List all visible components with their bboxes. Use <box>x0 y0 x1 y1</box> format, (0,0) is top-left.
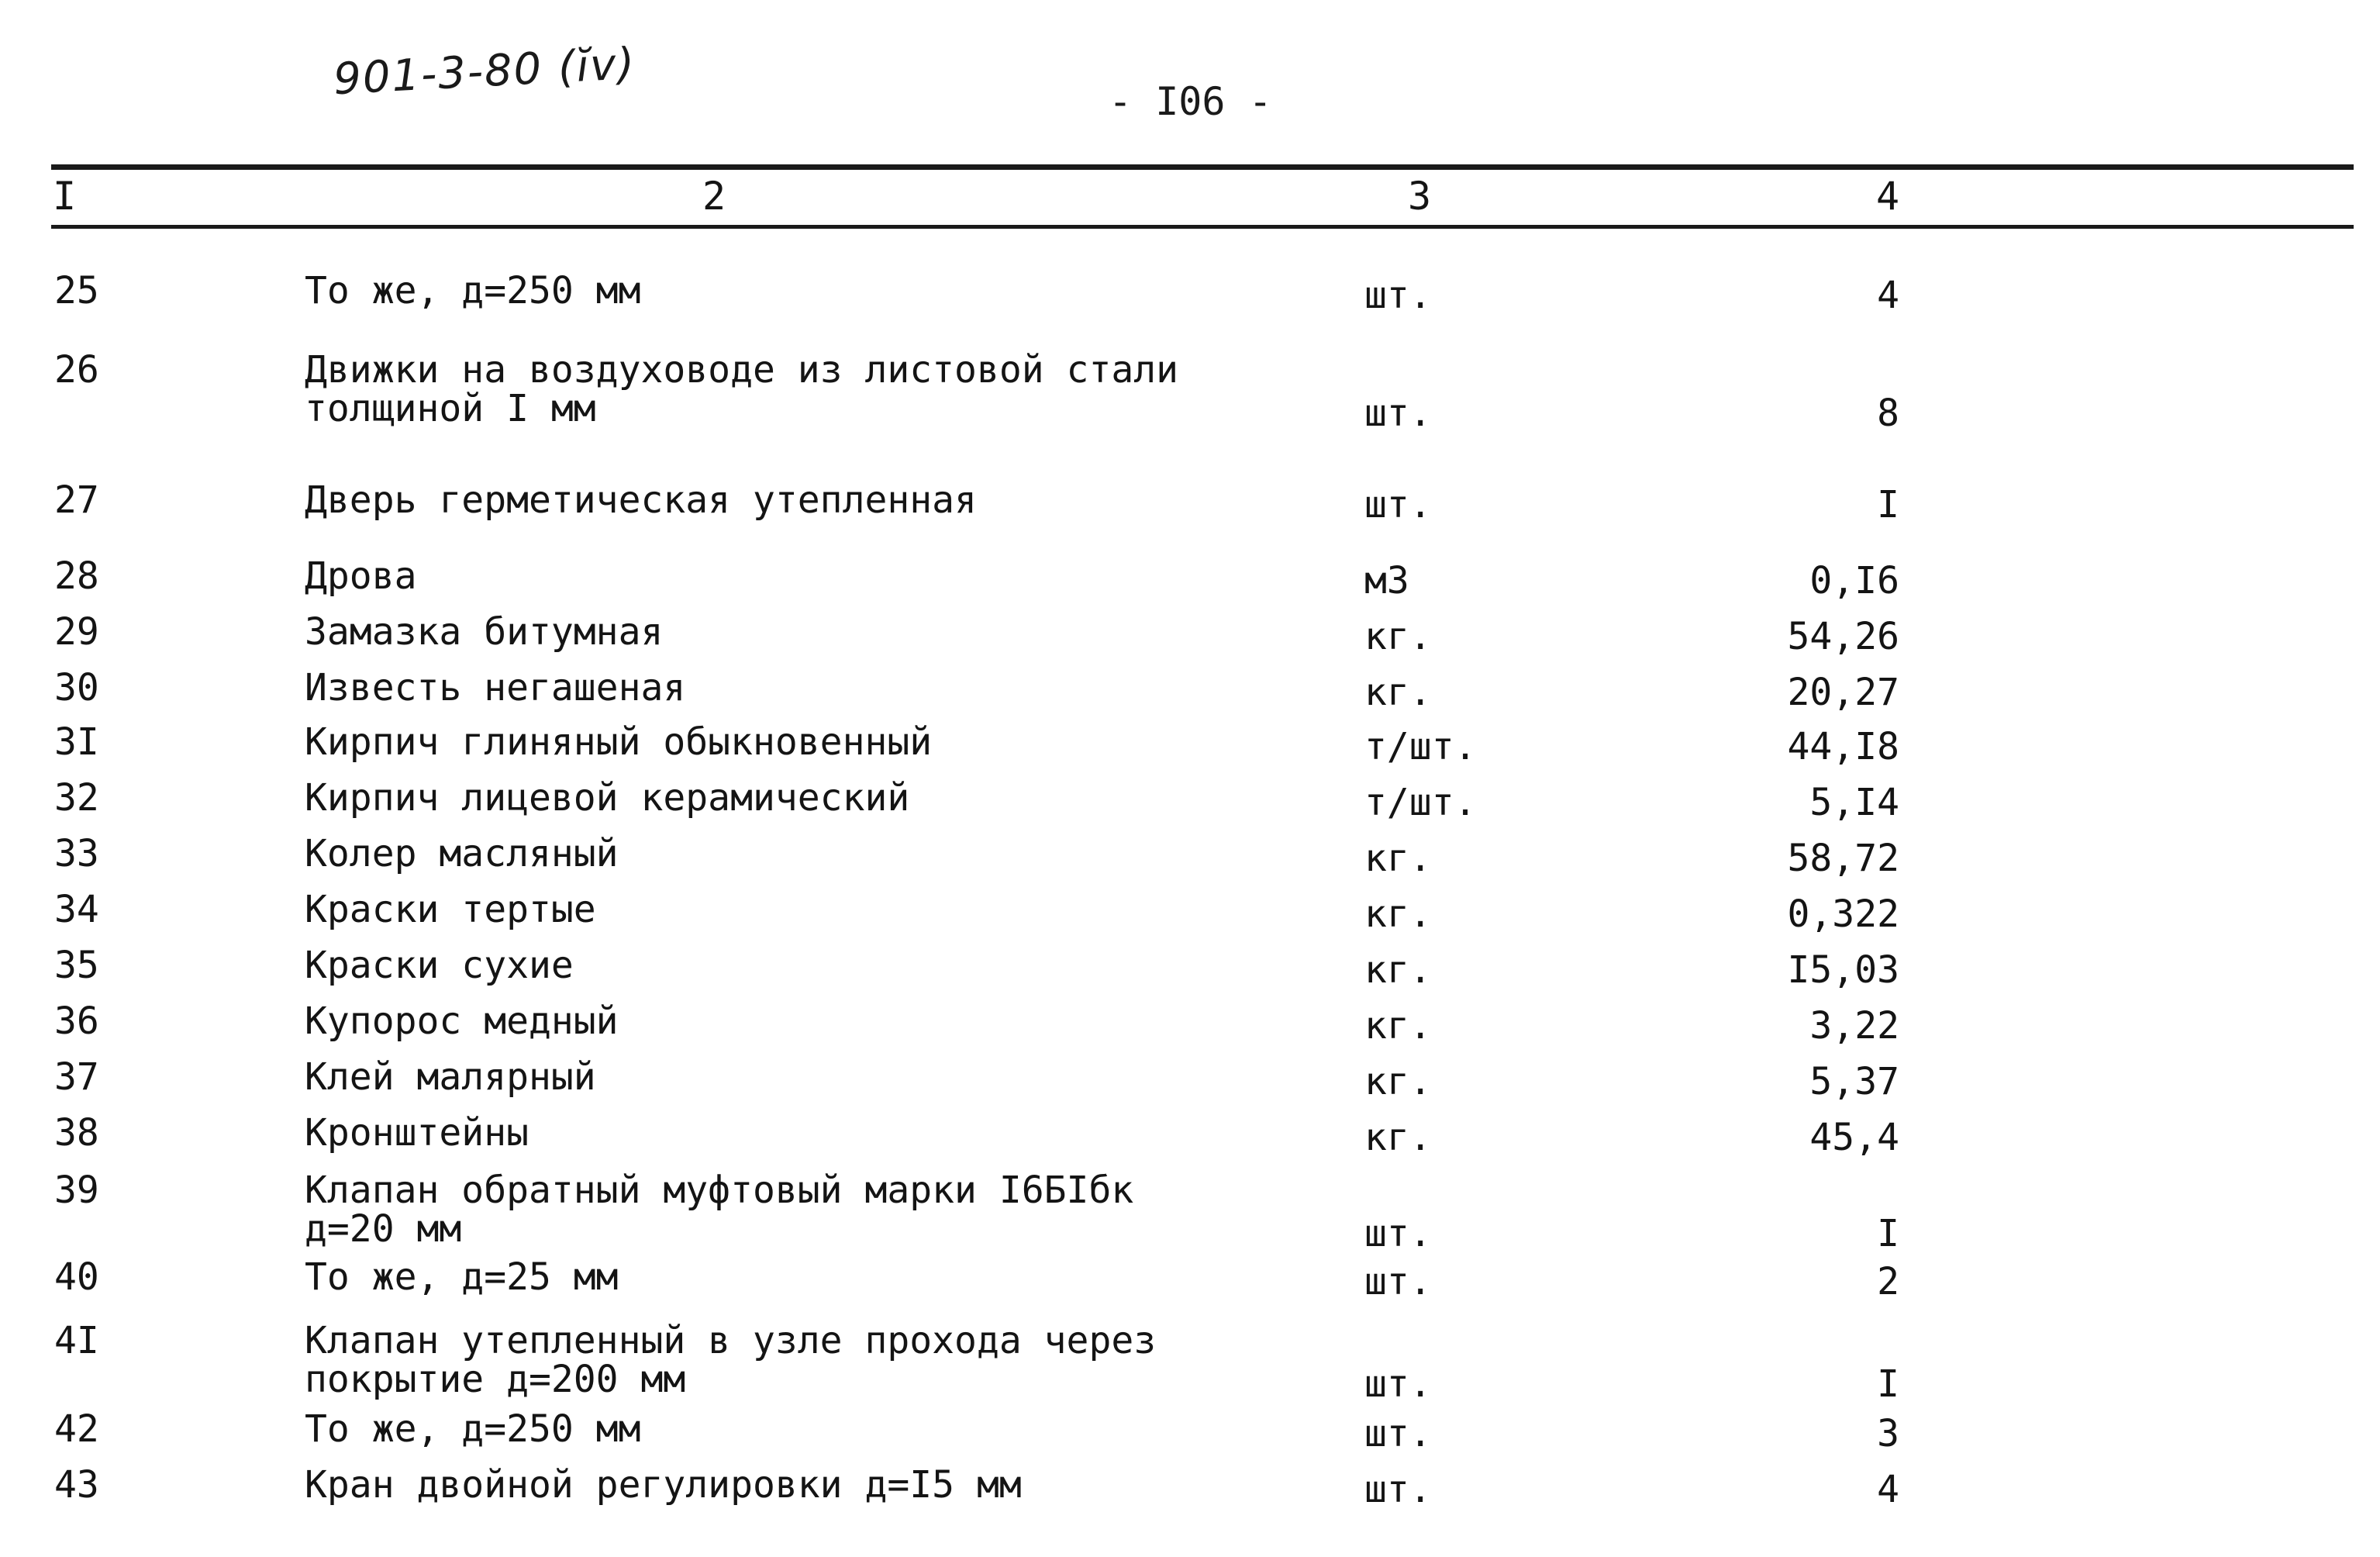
item-name-line: Клапан обратный муфтовый марки I6БIбк <box>305 1169 1134 1212</box>
row-number: 40 <box>54 1255 99 1299</box>
page-number: - I06 - <box>1109 79 1272 124</box>
item-name-line: Клапан утепленный в узле прохода через <box>305 1319 1157 1362</box>
row-number: 26 <box>54 348 99 392</box>
item-name-line: Движки на воздуховоде из листовой стали <box>305 348 1179 392</box>
table-top-rule <box>51 164 2354 170</box>
unit-of-measure: шт. <box>1364 483 1432 526</box>
row-number: 35 <box>54 944 99 987</box>
item-name <box>305 1255 1312 1299</box>
unit-of-measure: м3 <box>1364 559 1409 602</box>
item-name <box>305 1111 1312 1155</box>
item-name-line: Кирпич лицевой керамический <box>305 776 910 820</box>
quantity: I5,03 <box>1787 948 1899 992</box>
unit-of-measure: кг. <box>1364 615 1432 658</box>
item-name-line: Кронштейны <box>305 1111 529 1155</box>
row-number: 42 <box>54 1407 99 1451</box>
row-number: 29 <box>54 610 99 654</box>
item-name-line: Купорос медный <box>305 999 619 1043</box>
item-name <box>305 1463 1312 1507</box>
unit-of-measure: кг. <box>1364 1004 1432 1048</box>
item-name-line: Краски сухие <box>305 944 574 987</box>
quantity: 4 <box>1877 274 1899 317</box>
unit-of-measure: шт. <box>1364 1212 1432 1255</box>
unit-of-measure: кг. <box>1364 671 1432 714</box>
table-header-rule <box>51 225 2354 229</box>
item-name <box>305 890 1312 929</box>
quantity: I <box>1877 1212 1899 1255</box>
row-number: 36 <box>54 999 99 1043</box>
quantity: 0,I6 <box>1809 559 1899 602</box>
item-name-line: Замазка битумная <box>305 610 664 654</box>
item-name <box>305 946 1312 985</box>
row-number: 32 <box>54 776 99 820</box>
quantity: 0,322 <box>1787 892 1899 936</box>
column-header-4: 4 <box>1876 174 1900 219</box>
quantity: I <box>1877 483 1899 526</box>
row-number: 4I <box>54 1319 99 1362</box>
column-header-2: 2 <box>702 174 726 219</box>
unit-of-measure: т/шт. <box>1364 725 1477 768</box>
row-number: 33 <box>54 832 99 875</box>
unit-of-measure: шт. <box>1364 274 1432 317</box>
unit-of-measure: кг. <box>1364 892 1432 936</box>
item-name-line: Кран двойной регулировки д=I5 мм <box>305 1463 1022 1507</box>
row-number: 37 <box>54 1055 99 1099</box>
quantity: 5,I4 <box>1809 781 1899 824</box>
quantity: 3 <box>1877 1412 1899 1455</box>
quantity: 4 <box>1877 1468 1899 1511</box>
row-number: 3I <box>54 720 99 764</box>
quantity: 2 <box>1877 1260 1899 1303</box>
row-number: 25 <box>54 269 99 312</box>
item-name <box>305 1321 1312 1399</box>
item-name <box>305 554 1312 598</box>
item-name <box>305 271 1312 310</box>
item-name-line: Колер масляный <box>305 832 619 875</box>
row-number: 28 <box>54 554 99 598</box>
item-name-line: толщиной I мм <box>305 387 596 430</box>
row-number: 38 <box>54 1111 99 1155</box>
item-name-line: Клей малярный <box>305 1055 596 1099</box>
item-name-line: Известь негашеная <box>305 666 686 709</box>
quantity: 45,4 <box>1809 1116 1899 1159</box>
item-name-line: То же, д=250 мм <box>305 1407 641 1451</box>
item-name <box>305 834 1312 873</box>
unit-of-measure: кг. <box>1364 1116 1432 1159</box>
unit-of-measure: шт. <box>1364 1362 1432 1406</box>
item-name <box>305 776 1312 820</box>
unit-of-measure: шт. <box>1364 1412 1432 1455</box>
quantity: 54,26 <box>1787 615 1899 658</box>
item-name <box>305 1169 1312 1251</box>
unit-of-measure: т/шт. <box>1364 781 1477 824</box>
quantity: 58,72 <box>1787 837 1899 880</box>
item-name <box>305 1407 1312 1451</box>
document-code: 901-3-80 (ĭv) <box>332 38 637 105</box>
item-name <box>305 350 1312 428</box>
column-header-1: I <box>53 174 77 219</box>
item-name <box>305 720 1312 764</box>
item-name <box>305 668 1312 707</box>
item-name-line: Дверь герметическая утепленная <box>305 478 977 522</box>
unit-of-measure: шт. <box>1364 1468 1432 1511</box>
unit-of-measure: шт. <box>1364 392 1432 435</box>
item-name-line: Кирпич глиняный обыкновенный <box>305 720 933 764</box>
column-header-3: 3 <box>1408 174 1432 219</box>
item-name <box>305 999 1312 1043</box>
row-number: 30 <box>54 666 99 709</box>
item-name-line: То же, д=25 мм <box>305 1255 619 1299</box>
unit-of-measure: кг. <box>1364 1060 1432 1103</box>
row-number: 27 <box>54 478 99 522</box>
quantity: 44,I8 <box>1787 725 1899 768</box>
item-name-line: покрытие д=200 мм <box>305 1358 686 1401</box>
quantity: 20,27 <box>1787 671 1899 714</box>
unit-of-measure: кг. <box>1364 837 1432 880</box>
unit-of-measure: шт. <box>1364 1260 1432 1303</box>
row-number: 39 <box>54 1169 99 1212</box>
row-number: 43 <box>54 1463 99 1507</box>
quantity: 8 <box>1877 392 1899 435</box>
quantity: 3,22 <box>1809 1004 1899 1048</box>
item-name <box>305 478 1312 522</box>
item-name-line: Краски тертые <box>305 888 596 931</box>
quantity: 5,37 <box>1809 1060 1899 1103</box>
item-name <box>305 1055 1312 1099</box>
row-number: 34 <box>54 888 99 931</box>
item-name <box>305 610 1312 654</box>
item-name-line: д=20 мм <box>305 1207 462 1251</box>
quantity: I <box>1877 1362 1899 1406</box>
item-name-line: Дрова <box>305 554 417 598</box>
unit-of-measure: кг. <box>1364 948 1432 992</box>
item-name-line: То же, д=250 мм <box>305 269 641 312</box>
